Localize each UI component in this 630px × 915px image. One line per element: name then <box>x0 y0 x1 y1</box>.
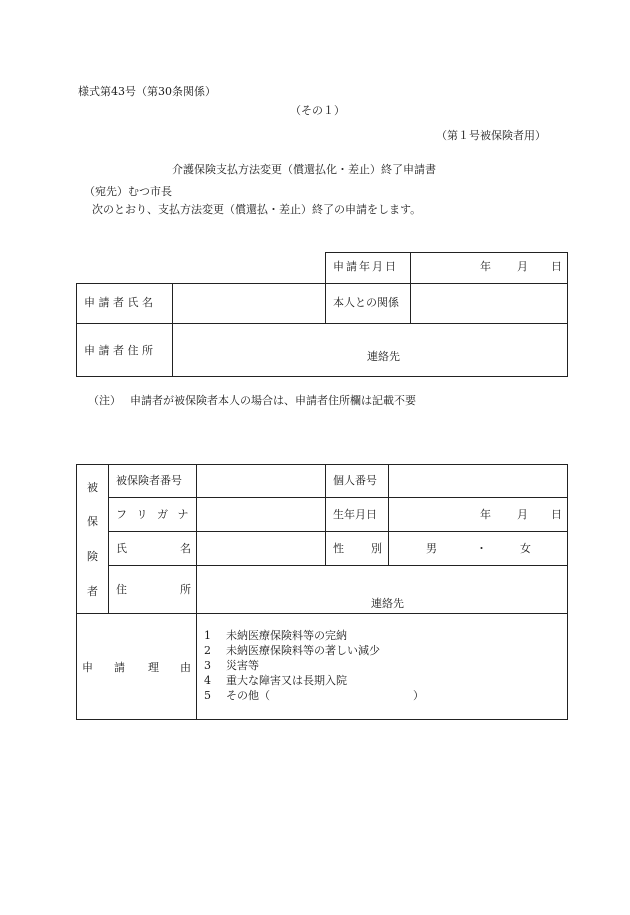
birth-label: 生年月日 <box>333 508 377 521</box>
insured-contact-label: 連絡先 <box>371 597 404 610</box>
intro-text: 次のとおり、支払方法変更（償還払・差止）終了の申請をします。 <box>92 203 422 216</box>
form-number: 様式第43号（第30条関係） <box>78 85 216 98</box>
insured-side-label-4: 者 <box>87 585 98 598</box>
reason-label-1: 申 <box>82 661 93 674</box>
birth-month: 月 <box>517 508 528 521</box>
birth-date-input[interactable] <box>389 498 567 530</box>
insured-side-label-1: 被 <box>87 481 98 494</box>
my-number-input[interactable] <box>389 465 567 496</box>
insured-side-label-3: 険 <box>87 550 98 563</box>
birth-day: 日 <box>551 508 562 521</box>
applicant-name-input[interactable] <box>173 284 324 322</box>
insured-number-input[interactable] <box>197 465 324 496</box>
birth-year: 年 <box>480 508 491 521</box>
reason-item-text[interactable]: 重大な障害又は長期入院 <box>226 674 347 687</box>
applicant-address-label: 申 請 者 住 所 <box>84 344 153 357</box>
insured-name-input[interactable] <box>197 532 324 564</box>
furigana-label: フ リ ガ ナ <box>116 508 192 521</box>
reason-item-text[interactable]: その他（ <box>226 689 270 702</box>
reason-item-text[interactable]: 災害等 <box>226 659 259 672</box>
applicant-name-label: 申 請 者 氏 名 <box>84 296 153 309</box>
reason-other-close: ） <box>413 689 424 702</box>
address-label-second: 所 <box>180 583 191 596</box>
applicant-contact-label: 連絡先 <box>367 350 400 363</box>
reason-item-num: 3 <box>204 659 211 672</box>
furigana-input[interactable] <box>197 498 324 530</box>
reason-other-input[interactable] <box>272 688 412 703</box>
date-label: 申請年月日 <box>333 260 398 273</box>
note-mark: （注） <box>88 394 121 407</box>
reason-item-num: 4 <box>204 674 211 687</box>
page-title: 介護保険支払方法変更（償還払化・差止）終了申請書 <box>172 163 436 176</box>
applies-to: （第１号被保険者用） <box>436 129 546 142</box>
form-part: （その１） <box>290 104 345 117</box>
reason-item-num: 2 <box>204 644 211 657</box>
sex-label-first: 性 <box>333 542 344 555</box>
reason-label-3: 理 <box>148 661 159 674</box>
sex-label-second: 別 <box>371 542 382 555</box>
sex-option-male[interactable]: 男 <box>426 542 437 555</box>
address-label-first: 住 <box>116 583 127 596</box>
reason-label-2: 請 <box>114 661 125 674</box>
reason-item-num: 1 <box>204 629 211 642</box>
date-year: 年 <box>480 260 491 273</box>
my-number-label: 個人番号 <box>333 474 377 487</box>
reason-item-num: 5 <box>204 689 211 702</box>
reason-item-text[interactable]: 未納医療保険料等の著しい減少 <box>226 644 380 657</box>
reason-label-4: 由 <box>180 661 191 674</box>
relation-input[interactable] <box>411 284 567 322</box>
note-text: 申請者が被保険者本人の場合は、申請者住所欄は記載不要 <box>130 394 416 407</box>
name-label-first: 氏 <box>116 542 127 555</box>
date-input[interactable] <box>410 252 568 284</box>
insured-side-label-2: 保 <box>87 515 98 528</box>
date-day: 日 <box>551 260 562 273</box>
sex-separator: ・ <box>476 542 487 555</box>
name-label-second: 名 <box>180 542 191 555</box>
sex-option-female[interactable]: 女 <box>520 542 531 555</box>
insured-number-label: 被保険者番号 <box>116 474 182 487</box>
date-month: 月 <box>517 260 528 273</box>
reason-item-text[interactable]: 未納医療保険料等の完納 <box>226 629 347 642</box>
addressee: （宛先）むつ市長 <box>84 185 172 198</box>
relation-label: 本人との関係 <box>333 296 399 309</box>
